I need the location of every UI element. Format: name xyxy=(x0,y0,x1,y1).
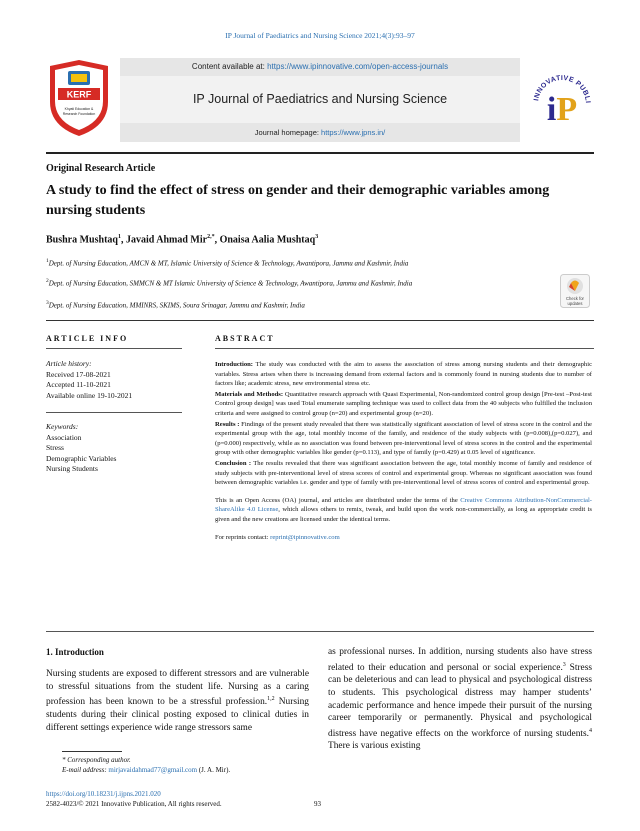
abstract-introduction: Introduction: The study was conducted with the aim to assess the association of stress among nursing students and their demographic variables. Stress arises when there is increasing demand from external factors and is commonly found in nursing students due to number of factors like; academic stress, new environmental stress etc. xyxy=(215,361,592,388)
doi-link[interactable]: https://doi.org/10.18231/j.ijpns.2021.020 xyxy=(46,790,161,798)
history-label: Article history: xyxy=(46,359,92,368)
abstract-body xyxy=(215,360,592,543)
accepted-date: Accepted 11-10-2021 xyxy=(46,380,111,389)
author-marker: 2,* xyxy=(207,234,215,240)
open-access-statement: This is an Open Access (OA) journal, and articles are distributed under the terms of the Creative Commons Attribution-NonCommercial-ShareAlike 4.0 License, which allows others to remix, tweak, and build upon the work non-commercially, as long as appropriate credit is given and the new creations are licensed under the identical terms. xyxy=(215,496,592,523)
abstract-methods: Materials and Methods: Quantitative research approach with Quasi Experimental, Non-randomized control group design [Pre-test –Post-test Control group design] was used Total enumerate sampling technique was used to collect data from the 40 subjects who fulfilled the inclusion criteria and were assigned to control group (n=20) and experimental group (n=20). xyxy=(215,390,592,417)
reprints-email-link[interactable]: reprint@ipinnovative.com xyxy=(270,533,340,541)
svg-text:Check for: Check for xyxy=(566,296,584,301)
divider xyxy=(46,348,182,349)
author-list: Bushra Mushtaq$^1$, Javaid Ahmad Mir$^{2,*}$, Onaisa Aalia Mushtaq$^3$ xyxy=(46,234,319,246)
introduction-heading: 1. Introduction xyxy=(46,647,104,657)
article-history xyxy=(46,359,182,401)
author-name: Bushra Mushtaq xyxy=(46,234,118,246)
running-header: IP Journal of Paediatrics and Nursing Science 2021;4(3):93–97 xyxy=(225,31,415,40)
footnote-divider xyxy=(62,751,122,752)
keywords-block xyxy=(46,422,182,475)
citation[interactable]: 4 xyxy=(589,727,592,734)
journal-name: IP Journal of Paediatrics and Nursing Science xyxy=(120,76,520,123)
abstract-conclusion: Conclusion : The results revealed that there was significant association between the age, total monthly income of family and residence of study subjects with pre-interventional level of stress scores of control and experimental group. Whereas no significant association was found between demographic variables i.e. gender and type of family with pre-interventional level of stress scores of control and experimental group. xyxy=(215,459,592,487)
abstract-results: Results : Findings of the present study revealed that there was statistically significant association of level of stress score in the control and the experimental group with the age, total monthly income of the family, and residence of the study subjects with (p=0.008),(p=0.027), and (p=0.000) respectively, while as no association was found between pre-interventional level of stress scores in the control and the experimental group with other demographic variables like gender (p=0.113), and type of family (p=0.429) at 0.05 level of significance. xyxy=(215,420,592,457)
abstract-divider xyxy=(46,631,594,632)
affiliation: $^1$Dept. of Nursing Education, AMCN & MT, Islamic University of Science & Technology, Awantipora, Jammu and Kashmir, India xyxy=(46,258,409,268)
front-matter-divider xyxy=(46,320,594,321)
copyright-line: 2582-4023/© 2021 Innovative Publication, All rights reserved. xyxy=(46,800,222,808)
article-title: A study to find the effect of stress on gender and their demographic variables among nursing students xyxy=(46,183,550,218)
citation[interactable]: 3 xyxy=(562,661,566,668)
article-info-heading: ARTICLE INFO xyxy=(46,334,129,343)
journal-banner xyxy=(46,58,594,146)
content-available-label: Content available at: xyxy=(191,62,268,71)
reprints-contact: For reprints contact: reprint@ipinnovative.com xyxy=(215,533,340,541)
publisher-letters: iP xyxy=(546,91,578,128)
divider xyxy=(215,348,594,349)
publisher-ring-text: INNOVATIVE PUBLI xyxy=(533,74,592,104)
article-type: Original Research Article xyxy=(46,163,156,174)
kerf-acronym: KERF xyxy=(66,89,92,100)
svg-text:updates: updates xyxy=(567,301,583,306)
keyword: Nursing Students xyxy=(46,464,98,473)
divider xyxy=(46,412,182,413)
license-link[interactable]: Creative Commons Attribution-NonCommercial-ShareAlike 4.0 License xyxy=(215,496,592,514)
keyword: Demographic Variables xyxy=(46,453,117,463)
svg-text:Research Foundation: Research Foundation xyxy=(62,112,96,116)
citation[interactable]: 1,2 xyxy=(267,696,275,703)
affiliation: $^2$Dept. of Nursing Education, SMMCN & MT Islamic University of Science & Technology, Awantipora, Jammu and Kashmir, India xyxy=(46,278,413,288)
page-number: 93 xyxy=(314,800,321,808)
abstract-heading: ABSTRACT xyxy=(215,334,275,343)
introduction-right-column: as professional nurses. In addition, nursing students also have stress related to their education and personal or social experience.$^3$ Stress can be deleterious and can lead to physical and psychological distress to students. This psychological distress may hamper students’ academic performance and hence impede their pursuit of the nursing career temporarily or permanently. Physical and psychological distress have negative effects on the workforce of nursing students.$^4$ There is various existing xyxy=(328,647,593,752)
introduction-left-column: Nursing students are exposed to different stressors and are vulnerable to stressful situations from the student life. Nursing as a caring profession has been known to be a stressful profession.$^{1,2}$ Nursing students during their clinical posting exposed to clinical duties in different settings experience wide range stressors same xyxy=(46,669,309,733)
homepage-link[interactable]: https://www.jpns.in/ xyxy=(321,128,386,137)
innovative-publication-logo xyxy=(530,58,594,142)
keyword: Association xyxy=(46,432,82,442)
homepage-line xyxy=(120,123,520,142)
check-for-updates-badge[interactable] xyxy=(560,274,590,308)
content-available-line xyxy=(120,58,520,76)
header-divider xyxy=(46,152,594,154)
author-email-link[interactable]: mirjavaidahmad77@gmail.com xyxy=(108,766,198,774)
content-available-link[interactable]: https://www.ipinnovative.com/open-access-journals xyxy=(267,62,449,71)
author-name: Onaisa Aalia Mushtaq xyxy=(219,234,316,246)
available-date: Available online 19-10-2021 xyxy=(46,390,133,400)
kerf-logo xyxy=(46,58,112,138)
author-marker: 1 xyxy=(117,234,121,240)
author-marker: 3 xyxy=(315,234,319,240)
received-date: Received 17-08-2021 xyxy=(46,369,111,379)
author-name: Javaid Ahmad Mir xyxy=(125,234,208,246)
affiliation: $^3$Dept. of Nursing Education, MMINRS, SKIMS, Soura Srinagar, Jammu and Kashmir, India xyxy=(46,300,305,310)
keyword: Stress xyxy=(46,443,64,452)
homepage-label: Journal homepage: xyxy=(254,128,322,137)
corresponding-author-footnote: * Corresponding author. E-mail address: mirjavaidahmad77@gmail.com (J. A. Mir). xyxy=(62,756,231,774)
keywords-label: Keywords: xyxy=(46,422,79,431)
banner-center xyxy=(120,58,520,142)
svg-text:Khyati Education &: Khyati Education & xyxy=(64,107,94,111)
